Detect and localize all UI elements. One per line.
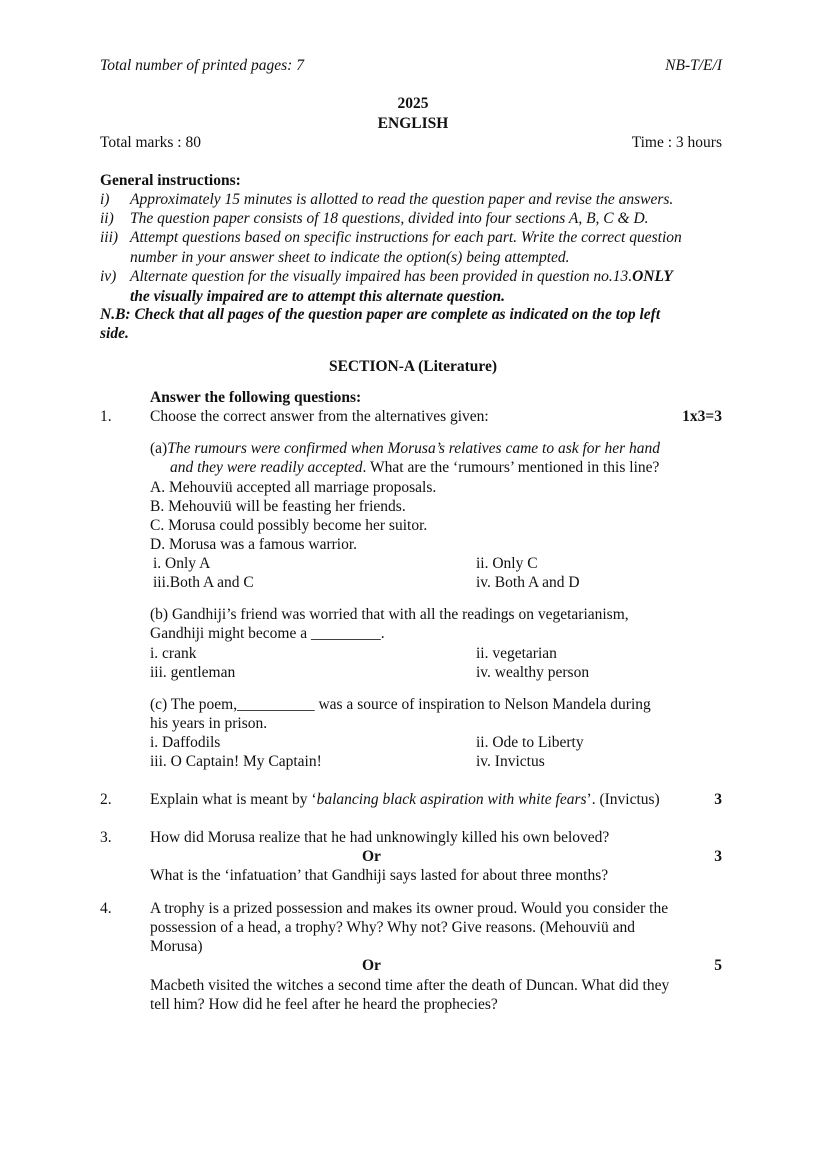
q1a-question: . What are the ‘rumours’ mentioned in this line? [362,459,660,476]
marks: 5 [714,957,722,974]
marks: 3 [714,791,722,808]
section-title: SECTION-A (Literature) [328,358,498,375]
question-text [150,790,660,810]
statement: B. Mehouviü will be feasting her friends. [150,498,406,515]
answer-heading: Answer the following questions: [150,389,362,406]
instr-part: Alternate question for the visually impaired has been provided in question no.13. [130,268,633,285]
option: ii. Ode to Liberty [476,734,584,751]
question-text: Macbeth visited the witches a second time after the death of Duncan. What did they [150,977,670,994]
instr-num: i) [100,191,110,208]
option: ii. vegetarian [476,645,557,662]
question-text: What is the ‘infatuation’ that Gandhiji says lasted for about three months? [150,867,609,884]
question-number: 3. [100,829,112,846]
q1a-line [150,439,660,459]
question-number: 1. [100,408,112,425]
instr-text: number in your answer sheet to indicate the option(s) being attempted. [130,249,570,266]
option: i. Only A [153,555,211,572]
nb-note: side. [100,325,129,342]
question-text: possession of a head, a trophy? Why? Why not? Give reasons. (Mehouviü and [150,919,635,936]
nb-note: N.B: Check that all pages of the question paper are complete as indicated on the top left [100,306,661,323]
time: Time : 3 hours [631,134,722,151]
statement: D. Morusa was a famous warrior. [150,536,358,553]
q1a-label: (a) [150,440,168,457]
question-number: 2. [100,791,112,808]
option: iv. Invictus [476,753,545,770]
option: iv. Both A and D [476,574,580,591]
q1c-line: (c) The poem,__________ was a source of inspiration to Nelson Mandela during [150,696,651,713]
instr-text [130,267,673,287]
q1b-line: Gandhiji might become a _________. [150,625,385,642]
option: iv. wealthy person [476,664,590,681]
option: iii. gentleman [150,664,236,681]
year: 2025 [397,95,429,112]
option: iii.Both A and C [153,574,254,591]
subject: ENGLISH [377,115,449,132]
q1c-line: his years in prison. [150,715,268,732]
instr-num: iv) [100,268,117,285]
q2-pre: Explain what is meant by ‘ [150,791,317,808]
instr-num: ii) [100,210,114,227]
printed-pages: Total number of printed pages: 7 [100,57,304,74]
instr-bold: ONLY [632,268,673,285]
option: iii. O Captain! My Captain! [150,753,322,770]
question-text: tell him? How did he feel after he heard the prophecies? [150,996,498,1013]
option: i. crank [150,645,197,662]
question-text: How did Morusa realize that he had unknowingly killed his own beloved? [150,829,610,846]
or-divider: Or [362,957,381,974]
q1b-line: (b) Gandhiji’s friend was worried that with all the readings on vegetarianism, [150,606,629,623]
instr-text: Approximately 15 minutes is allotted to read the question paper and revise the answers. [130,191,674,208]
statement: C. Morusa could possibly become her suitor. [150,517,428,534]
q1a-line [170,458,659,478]
instr-text: Attempt questions based on specific instructions for each part. Write the correct question [130,229,682,246]
q1a-quote: The rumours were confirmed when Morusa’s relatives came to ask for her hand [167,440,661,457]
instr-text: The question paper consists of 18 questions, divided into four sections A, B, C & D. [130,210,649,227]
marks: 1x3=3 [682,408,722,425]
total-marks: Total marks : 80 [100,134,201,151]
option: i. Daffodils [150,734,221,751]
q2-post: ’. (Invictus) [586,791,660,808]
instr-text: the visually impaired are to attempt this alternate question. [130,288,506,305]
instructions-heading: General instructions: [100,172,241,189]
or-divider: Or [362,848,381,865]
marks: 3 [714,848,722,865]
statement: A. Mehouviü accepted all marriage proposals. [150,479,437,496]
q2-quote: balancing black aspiration with white fears [316,791,587,808]
question-text: Morusa) [150,938,203,955]
q1a-quote: and they were readily accepted [170,459,363,476]
instr-num: iii) [100,229,119,246]
question-text: A trophy is a prized possession and makes its owner proud. Would you consider the [150,900,669,917]
paper-code: NB-T/E/I [665,57,722,74]
question-text: Choose the correct answer from the alternatives given: [150,408,489,425]
question-number: 4. [100,900,112,917]
option: ii. Only C [476,555,538,572]
